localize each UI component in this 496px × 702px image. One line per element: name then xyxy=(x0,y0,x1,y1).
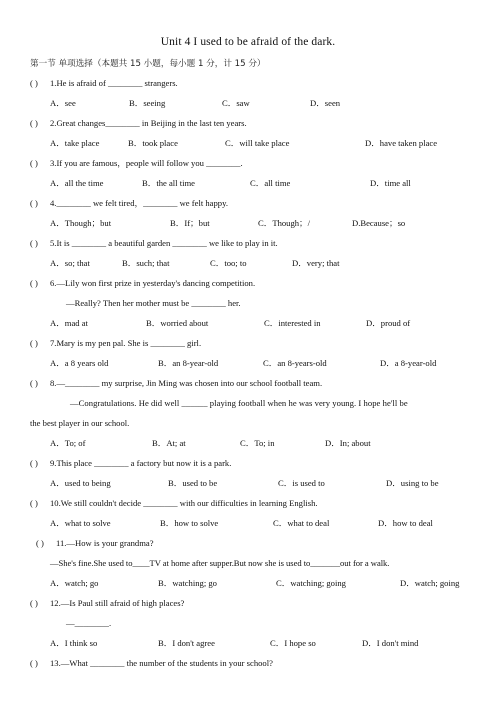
option-d: D．time all xyxy=(370,178,411,188)
dialogue-reply: —Congratulations. He did well ______ playing football when he was very young. I hope he'll be xyxy=(70,398,408,408)
option-d: D．how to deal xyxy=(378,518,433,528)
question-text: 2.Great changes________ in Beijing in the last ten years. xyxy=(50,118,247,128)
question-text: 1.He is afraid of ________ strangers. xyxy=(50,78,178,88)
option-d: D．In; about xyxy=(325,438,371,448)
option-c: C．what to deal xyxy=(273,518,330,528)
option-c: C．Though；/ xyxy=(258,218,311,228)
answer-blank[interactable]: ( ) xyxy=(30,458,38,468)
page-title: Unit 4 I used to be afraid of the dark. xyxy=(160,36,336,48)
answer-blank[interactable]: ( ) xyxy=(36,538,44,548)
answer-blank[interactable]: ( ) xyxy=(30,598,38,608)
answer-blank[interactable]: ( ) xyxy=(30,658,38,668)
question-text: 9.This place ________ a factory but now it is a park. xyxy=(50,458,232,468)
answer-blank[interactable]: ( ) xyxy=(30,278,38,288)
option-d: D．seen xyxy=(310,98,341,108)
answer-blank[interactable]: ( ) xyxy=(30,118,38,128)
option-b: B．took place xyxy=(128,138,178,148)
option-d: D．have taken place xyxy=(365,138,438,148)
answer-blank[interactable]: ( ) xyxy=(30,158,38,168)
section-heading: 第一节 单项选择（本题共 15 小题，每小题 1 分，计 15 分） xyxy=(30,59,266,69)
option-d: D．watch; going xyxy=(400,578,460,588)
option-b: B．worried about xyxy=(146,318,209,328)
option-c: C．too; to xyxy=(210,258,247,268)
option-a: A．To; of xyxy=(50,438,86,448)
option-c: C．saw xyxy=(222,98,250,108)
option-b: B．At; at xyxy=(152,438,186,448)
question-text: 6.—Lily won first prize in yesterday's dancing competition. xyxy=(50,278,256,288)
answer-blank[interactable]: ( ) xyxy=(30,338,38,348)
option-c: C．watching; going xyxy=(276,578,346,588)
option-b: B．I don't agree xyxy=(158,638,215,648)
option-b: B．If；but xyxy=(170,218,210,228)
question-text: 5.It is ________ a beautiful garden ________ we like to play in it. xyxy=(50,238,278,248)
option-b: B．the all time xyxy=(142,178,195,188)
option-a: A．all the time xyxy=(50,178,104,188)
option-a: A．so; that xyxy=(50,258,90,268)
option-c: C．all time xyxy=(250,178,291,188)
dialogue-reply: —________. xyxy=(66,618,112,628)
option-b: B．watching; go xyxy=(158,578,217,588)
option-c: C．interested in xyxy=(264,318,321,328)
option-b: B．such; that xyxy=(122,258,170,268)
answer-blank[interactable]: ( ) xyxy=(30,198,38,208)
option-d: D．a 8-year-old xyxy=(380,358,437,368)
answer-blank[interactable]: ( ) xyxy=(30,378,38,388)
dialogue-reply: —Really? Then her mother must be ________ her. xyxy=(66,298,241,308)
option-c: C．will take place xyxy=(225,138,290,148)
option-c: C．is used to xyxy=(278,478,325,488)
option-d: D．very; that xyxy=(292,258,340,268)
answer-blank[interactable]: ( ) xyxy=(30,498,38,508)
option-d: D．using to be xyxy=(386,478,439,488)
answer-blank[interactable]: ( ) xyxy=(30,78,38,88)
option-a: A．used to being xyxy=(50,478,111,488)
option-a: A．see xyxy=(50,98,76,108)
option-a: A．I think so xyxy=(50,638,98,648)
option-b: B．how to solve xyxy=(160,518,219,528)
answer-blank[interactable]: ( ) xyxy=(30,238,38,248)
option-a: A．watch; go xyxy=(50,578,99,588)
option-d: D．proud of xyxy=(366,318,411,328)
option-c: C．I hope so xyxy=(270,638,316,648)
option-a: A．what to solve xyxy=(50,518,111,528)
option-c: C．To; in xyxy=(240,438,275,448)
question-text: 12.—Is Paul still afraid of high places? xyxy=(50,598,185,608)
question-text: 13.—What ________ the number of the students in your school? xyxy=(50,658,273,668)
option-d: D．I don't mind xyxy=(362,638,419,648)
question-text: 10.We still couldn't decide ________ with our difficulties in learning English. xyxy=(50,498,318,508)
option-b: B．seeing xyxy=(129,98,166,108)
question-text: 4.________ we felt tired，________ we felt happy. xyxy=(50,198,228,208)
option-c: C．an 8-years-old xyxy=(263,358,327,368)
question-text: 8.—________ my surprise, Jin Ming was chosen into our school football team. xyxy=(50,378,323,388)
option-a: A．a 8 years old xyxy=(50,358,109,368)
dialogue-reply: —She's fine.She used to____TV at home after supper.But now she is used to_______out for a walk. xyxy=(50,558,390,568)
question-text: 3.If you are famous，people will follow you ________. xyxy=(50,158,243,168)
option-d: D.Because；so xyxy=(352,218,406,228)
option-a: A．take place xyxy=(50,138,100,148)
option-b: B．used to be xyxy=(168,478,218,488)
option-a: A．Though；but xyxy=(50,218,112,228)
option-b: B．an 8-year-old xyxy=(158,358,219,368)
dialogue-reply-continued: the best player in our school. xyxy=(30,418,130,428)
option-a: A．mad at xyxy=(50,318,88,328)
question-text: 11.—How is your grandma? xyxy=(56,538,154,548)
question-text: 7.Mary is my pen pal. She is ________ girl. xyxy=(50,338,202,348)
